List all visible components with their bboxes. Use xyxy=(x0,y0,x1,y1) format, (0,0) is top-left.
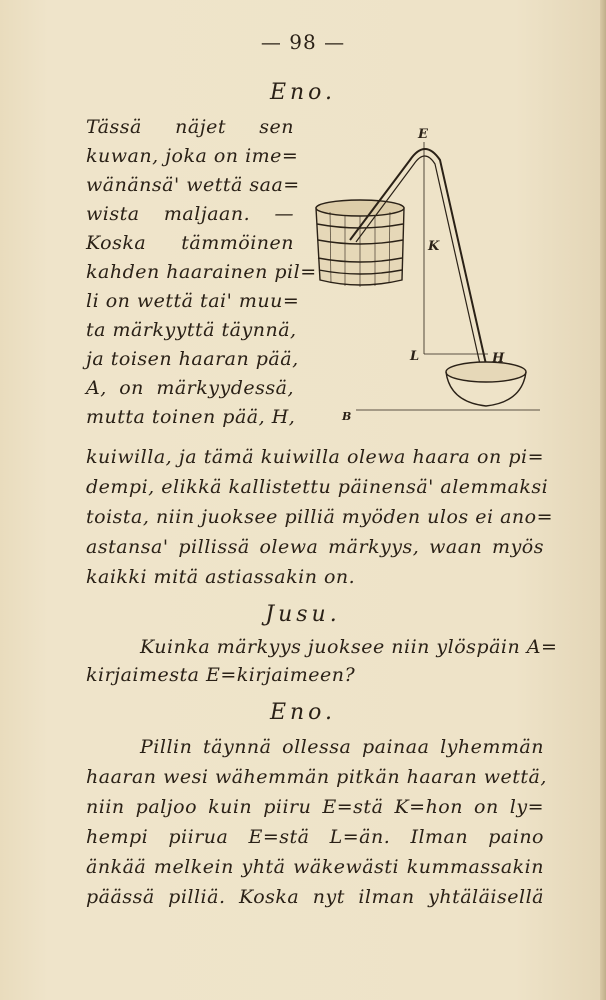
bowl-icon xyxy=(446,362,526,406)
page-edge xyxy=(600,0,606,1000)
text-line: toista, niin juoksee pilliä myöden ulos ei ano= xyxy=(86,506,554,528)
text-line: kaikki mitä astiassakin on. xyxy=(86,566,356,588)
text-line: kuwan, joka on ime= xyxy=(86,145,299,167)
text-line: niin paljoo kuin piiru E=stä K=hon on ly= xyxy=(86,796,544,818)
text-line: A, on märkyydessä, xyxy=(86,377,294,399)
text-line: päässä pilliä. Koska nyt ilman yhtäläisellä xyxy=(86,886,544,908)
text-line: Kuinka märkyys juoksee niin ylöspäin A= xyxy=(140,636,558,658)
text-line: mutta toinen pää, H, xyxy=(86,406,296,428)
text-line: dempi, elikkä kallistettu päinensä' alemmaksi xyxy=(86,476,549,498)
text-line: wänänsä' wettä saa= xyxy=(86,174,300,196)
text-line: kirjaimesta E=kirjaimeen? xyxy=(86,664,356,686)
text-line: hempi piirua E=stä L=än. Ilman paino xyxy=(86,826,544,848)
siphon-illustration xyxy=(300,120,550,430)
bucket-icon xyxy=(316,200,404,287)
text-line: Pillin täynnä ollessa painaa lyhemmän xyxy=(140,736,544,758)
text-line: ta märkyyttä täynnä, xyxy=(86,319,297,341)
text-line: kahden haarainen pil= xyxy=(86,261,317,283)
speaker-eno: Eno. xyxy=(269,80,337,105)
text-line: li on wettä tai' muu= xyxy=(86,290,300,312)
label-K: K xyxy=(428,239,440,254)
label-E: E xyxy=(418,127,428,142)
label-H: H xyxy=(492,351,505,366)
text-line: astansa' pillissä olewa märkyys, waan myös xyxy=(86,536,544,558)
text-line: kuiwilla, ja tämä kuiwilla olewa haara on pi= xyxy=(86,446,544,468)
text-line: Koska tämmöinen xyxy=(86,232,294,254)
label-L: L xyxy=(410,349,420,364)
speaker-jusu: Jusu. xyxy=(265,602,341,627)
text-line: änkää melkein yhtä wäkewästi kummassakin xyxy=(86,856,544,878)
speaker-eno: Eno. xyxy=(269,700,337,725)
text-line: haaran wesi wähemmän pitkän haaran wettä, xyxy=(86,766,547,788)
page-number: — 98 — xyxy=(260,30,346,54)
text-line: ja toisen haaran pää, xyxy=(86,348,299,370)
text-line: Tässä näjet sen xyxy=(86,116,294,138)
label-B: B xyxy=(342,410,352,423)
text-line: wista maljaan. — xyxy=(86,203,294,225)
